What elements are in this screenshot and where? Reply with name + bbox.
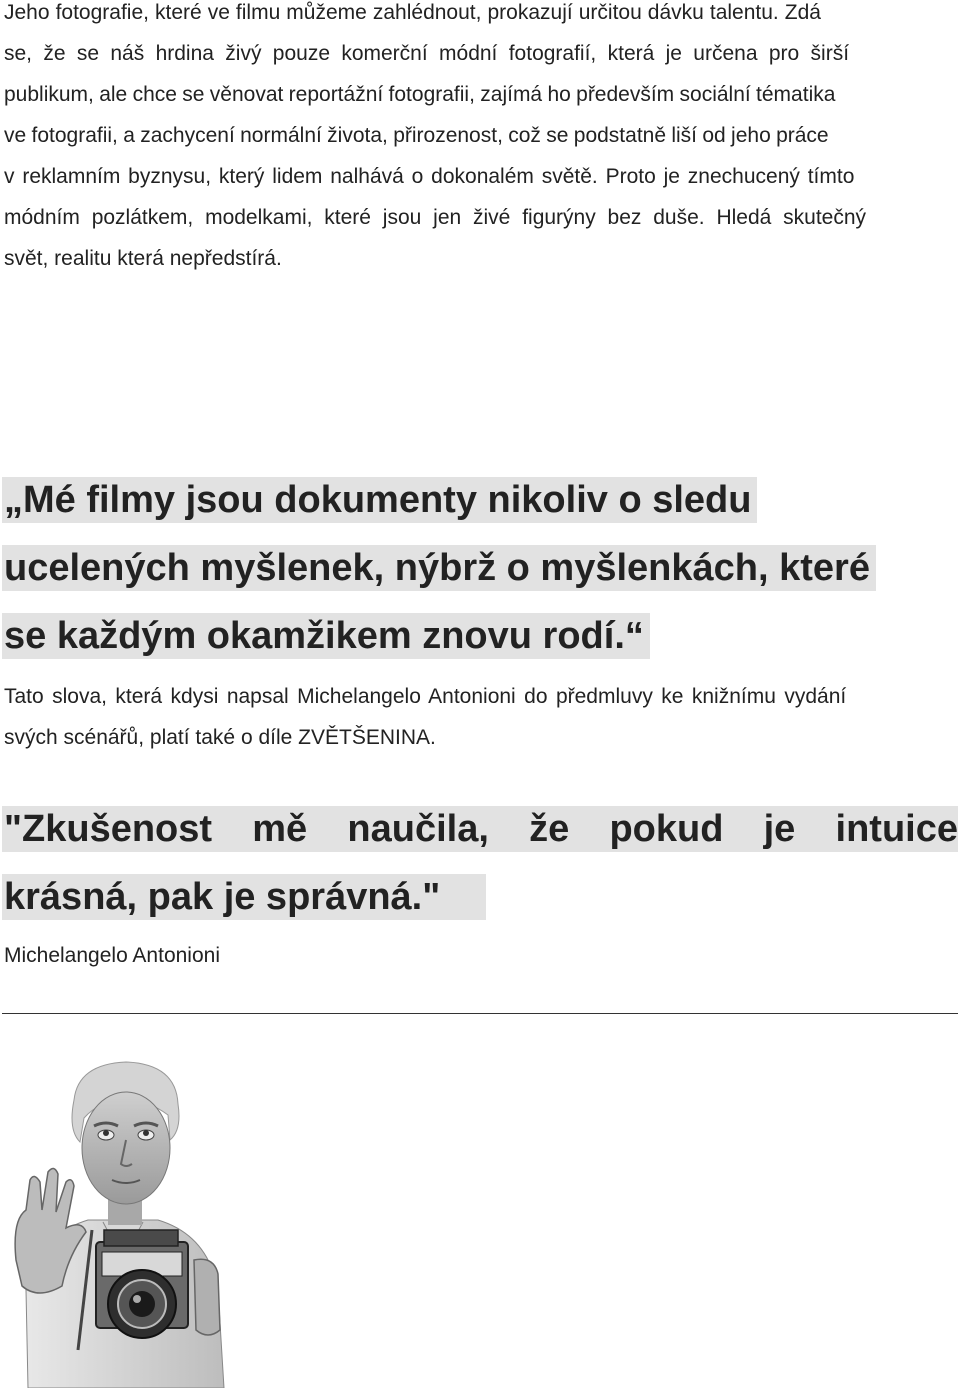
quote-line: ucelených myšlenek, nýbrž o myšlenkách, které <box>2 545 876 591</box>
antonioni-quote-intuition <box>2 806 958 942</box>
quote-word: že <box>529 808 570 850</box>
intro-line: se, že se náš hrdina živý pouze komerční módní fotografií, která je určena pro širší <box>4 42 850 65</box>
antonioni-quote-films <box>2 477 958 681</box>
quote-word: "Zkušenost <box>4 808 213 850</box>
intro-line: módním pozlátkem, modelkami, které jsou jen živé figurýny bez duše. Hledá skutečný <box>4 206 867 229</box>
photographer-with-camera-icon <box>8 1060 230 1388</box>
intro-line: ve fotografii, a zachycení normální života, přirozenost, což se podstatně liší od jeho práce <box>4 124 829 147</box>
quote-author: Michelangelo Antonioni <box>4 944 220 967</box>
intro-line: Jeho fotografie, které ve filmu můžeme zahlédnout, prokazují určitou dávku talentu. Zdá <box>4 1 821 24</box>
quote-line <box>2 806 958 852</box>
intro-line: svět, realitu která nepředstírá. <box>4 247 282 270</box>
intro-line: publikum, ale chce se věnovat reportážní fotografii, zajímá ho především sociální tématika <box>4 83 836 106</box>
intro-line: v reklamním byznysu, který lidem nalhává o dokonalém světě. Proto je znechucený tímto <box>4 165 855 188</box>
quote-word: mě <box>252 808 308 850</box>
context-paragraph <box>4 676 956 758</box>
quote-word: je <box>763 808 796 850</box>
section-divider <box>2 1013 958 1014</box>
intro-paragraph <box>4 0 956 279</box>
quote-word: pokud <box>609 808 724 850</box>
quote-word: intuice <box>835 808 958 850</box>
quote-line: krásná, pak je správná." <box>2 874 486 920</box>
quote-word: naučila, <box>347 808 489 850</box>
quote-line: se každým okamžikem znovu rodí.“ <box>2 613 650 659</box>
quote-line: „Mé filmy jsou dokumenty nikoliv o sledu <box>2 477 757 523</box>
context-line: svých scénářů, platí také o díle ZVĚTŠENINA. <box>4 726 436 749</box>
context-line: Tato slova, která kdysi napsal Michelangelo Antonioni do předmluvy ke knižnímu vydání <box>4 685 847 708</box>
